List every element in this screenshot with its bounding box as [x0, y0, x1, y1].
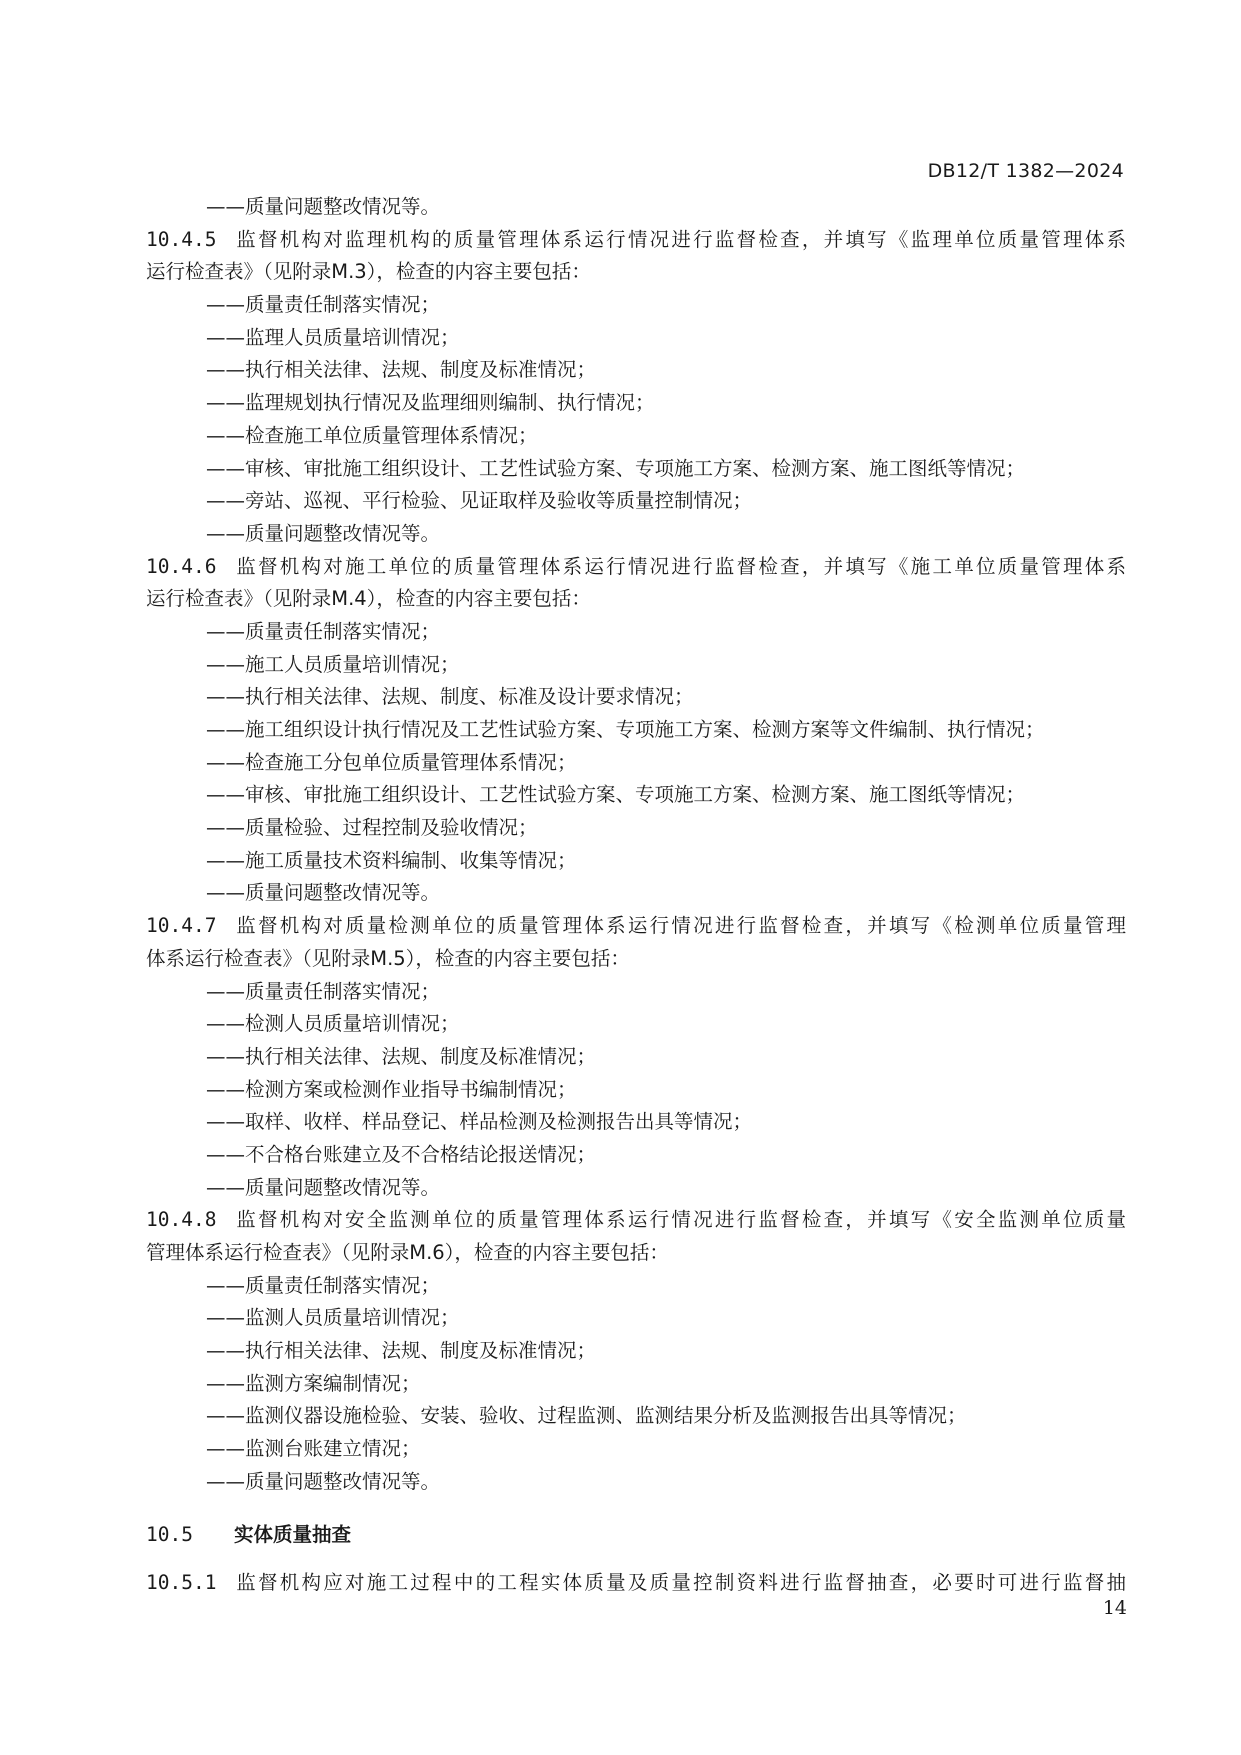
clause-lead [146, 224, 1126, 257]
section-heading [146, 1517, 1126, 1553]
list-item: ——质量责任制落实情况； [206, 979, 441, 1003]
list-item: ——检测方案或检测作业指导书编制情况； [206, 1077, 577, 1101]
clause-text: 监督机构应对施工过程中的工程实体质量及质量控制资料进行监督抽查，必要时可进行监督抽 [234, 1570, 1126, 1594]
list-item: ——监测仪器设施检验、安装、验收、过程监测、监测结果分析及监测报告出具等情况； [206, 1404, 967, 1428]
list-item: ——施工人员质量培训情况； [206, 652, 460, 676]
spacer [146, 1553, 1126, 1567]
list-item: ——执行相关法律、法规、制度、标准及设计要求情况； [206, 685, 694, 709]
list-item: ——质量问题整改情况等。 [206, 1175, 441, 1199]
clause-10-4-6 [146, 551, 1126, 911]
clause-10-4-5 [146, 224, 1126, 551]
page-number: 14 [1102, 1597, 1127, 1619]
document-body [146, 191, 1126, 1599]
clause-10-4-8 [146, 1204, 1126, 1498]
clause-text: 监督机构对施工单位的质量管理体系运行情况进行监督检查，并填写《施工单位质量管理体系 [234, 554, 1126, 578]
clause-text: 监督机构对安全监测单位的质量管理体系运行情况进行监督检查，并填写《安全监测单位质量 [234, 1208, 1126, 1232]
list-item: ——施工质量技术资料编制、收集等情况； [206, 848, 577, 872]
document-number: DB12/T 1382—2024 [927, 160, 1124, 182]
list-item: ——审核、审批施工组织设计、工艺性试验方案、专项施工方案、检测方案、施工图纸等情况； [206, 456, 1026, 480]
clause-continuation: 管理体系运行检查表》（见附录M.6），检查的内容主要包括： [146, 1241, 669, 1264]
clause-lead [146, 1204, 1126, 1237]
clause-text: 监督机构对监理机构的质量管理体系运行情况进行监督检查，并填写《监理单位质量管理体系 [234, 227, 1126, 251]
list-item: ——旁站、巡视、平行检验、见证取样及验收等质量控制情况； [206, 489, 753, 513]
list-item: ——执行相关法律、法规、制度及标准情况； [206, 1339, 597, 1363]
list-item: ——质量问题整改情况等。 [206, 195, 441, 218]
clause-number: 10.4.6 [146, 554, 217, 578]
list-item: ——执行相关法律、法规、制度及标准情况； [206, 1044, 597, 1068]
clause-lead [146, 910, 1126, 943]
section-title: 实体质量抽查 [234, 1522, 352, 1546]
list-item: ——监测方案编制情况； [206, 1371, 421, 1395]
list-item: ——检测人员质量培训情况； [206, 1012, 460, 1036]
spacer [146, 1499, 1126, 1517]
list-item: ——监测台账建立情况； [206, 1437, 421, 1461]
list-item: ——质量责任制落实情况； [206, 1273, 441, 1297]
list-item: ——质量问题整改情况等。 [206, 1469, 441, 1493]
clause-10-4-7 [146, 910, 1126, 1204]
list-item: ——施工组织设计执行情况及工艺性试验方案、专项施工方案、检测方案等文件编制、执行情况； [206, 718, 1045, 741]
clause-continuation: 运行检查表》（见附录M.3），检查的内容主要包括： [146, 260, 591, 284]
clause-number: 10.4.8 [146, 1208, 217, 1232]
list-item: ——审核、审批施工组织设计、工艺性试验方案、专项施工方案、检测方案、施工图纸等情况； [206, 783, 1026, 807]
list-item: ——执行相关法律、法规、制度及标准情况； [206, 358, 597, 382]
list-item: ——取样、收样、样品登记、样品检测及检测报告出具等情况； [206, 1110, 753, 1134]
list-item: ——检查施工分包单位质量管理体系情况； [206, 750, 577, 774]
clause-text: 监督机构对质量检测单位的质量管理体系运行情况进行监督检查，并填写《检测单位质量管理 [234, 914, 1126, 938]
clause-number: 10.4.5 [146, 227, 217, 251]
list-item: ——监测人员质量培训情况； [206, 1306, 460, 1330]
clause-continuation: 运行检查表》（见附录M.4），检查的内容主要包括： [146, 587, 591, 611]
list-item: ——质量问题整改情况等。 [206, 881, 441, 905]
section-number: 10.5 [146, 1522, 193, 1546]
list-item: ——监理人员质量培训情况； [206, 325, 460, 349]
clause-number: 10.4.7 [146, 914, 217, 938]
clause-10-5-1 [146, 1567, 1126, 1600]
list-item: ——质量责任制落实情况； [206, 619, 441, 643]
clause-lead [146, 551, 1126, 584]
list-item: ——检查施工单位质量管理体系情况； [206, 423, 538, 447]
list-item: ——监理规划执行情况及监理细则编制、执行情况； [206, 391, 655, 415]
list-item: ——质量责任制落实情况； [206, 293, 441, 317]
clause-number: 10.5.1 [146, 1570, 217, 1594]
list-item: ——质量检验、过程控制及验收情况； [206, 816, 538, 840]
list-item: ——质量问题整改情况等。 [206, 521, 441, 545]
clause-continuation: 体系运行检查表》（见附录M.5），检查的内容主要包括： [146, 946, 630, 970]
list-item: ——不合格台账建立及不合格结论报送情况； [206, 1142, 597, 1166]
